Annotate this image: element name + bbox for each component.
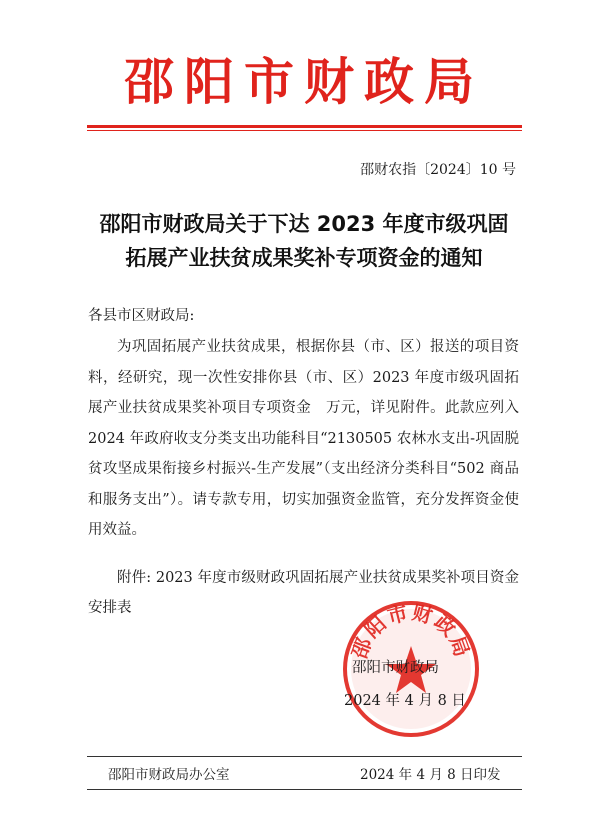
signature-date: 2024 年 4 月 8 日 xyxy=(344,693,466,709)
footer-rule-top xyxy=(87,756,522,757)
signature-org: 邵阳市财政局 xyxy=(352,660,439,676)
letterhead-title: 邵阳市财政局 xyxy=(124,52,484,111)
document-title-line-2: 拓展产业扶贫成果奖补专项资金的通知 xyxy=(125,246,483,270)
footer-print-date: 2024 年 4 月 8 日印发 xyxy=(360,767,501,783)
letterhead-red-rule xyxy=(87,125,522,128)
attachment-note: 附件: 2023 年度市级财政巩固拓展产业扶贫成果奖补项目资金安排表 xyxy=(88,570,519,616)
seal-text: 邵阳市财政局 xyxy=(347,599,475,662)
recipient-line: 各县市区财政局: xyxy=(88,308,195,324)
document-title xyxy=(60,207,548,275)
document-title-line-1: 邵阳市财政局关于下达 2023 年度市级巩固 xyxy=(99,212,509,236)
footer-rule-bottom xyxy=(87,789,522,790)
letterhead-red-rule-thin xyxy=(87,130,522,131)
body-paragraph: 为巩固拓展产业扶贫成果，根据你县（市、区）报送的项目资料，经研究，现一次性安排你县（市、区）2023 年度市级巩固拓展产业扶贫成果奖补项目专项资金 万元，详见附件。此款应列入 2024 年政府收支分类支出功能科目“2130505 农林水支出-巩固脱贫攻坚成果衔接乡村振兴-生产发展”（支出经济分类科目“502 商品和服务支出”）。请专款专用，切实加强资金监管，充分发挥资金使用效益。 xyxy=(88,339,519,538)
document-number: 邵财农指〔2024〕10 号 xyxy=(360,162,516,178)
footer-office: 邵阳市财政局办公室 xyxy=(108,767,230,783)
